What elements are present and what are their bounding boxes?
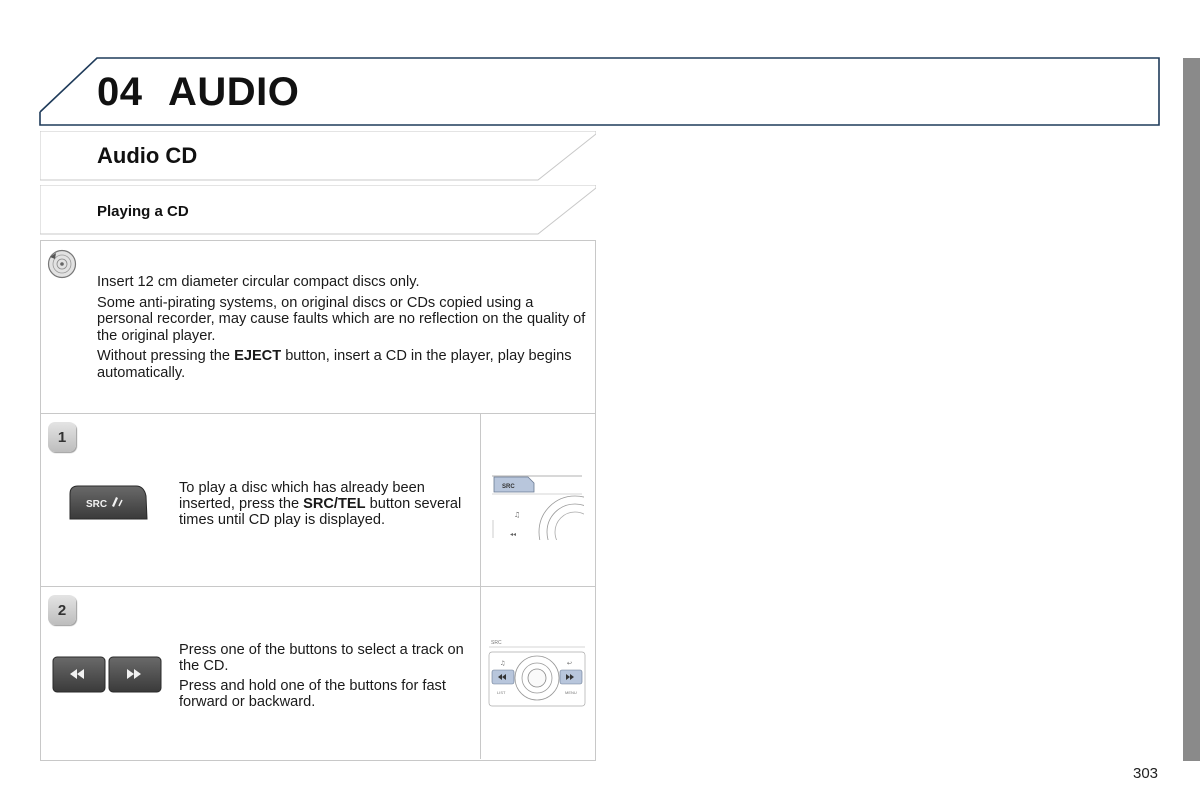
info-paragraph-1: Insert 12 cm diameter circular compact discs only. [97,274,420,290]
svg-text:LIST: LIST [497,690,506,695]
track-buttons-illustration [52,656,162,694]
subsection-title: Playing a CD [97,203,189,220]
svg-text:♫: ♫ [500,660,506,667]
step-2-divider [480,587,481,759]
step-1-badge: 1 [48,422,76,452]
svg-text:MENU: MENU [565,690,577,695]
svg-text:♫: ♫ [514,511,521,519]
page-number: 303 [1133,765,1159,782]
section-title: Audio CD [97,143,198,168]
step-2-paragraph-1: Press one of the buttons to select a track on the CD. [179,642,464,674]
step-1-panel-illustration [490,470,584,540]
svg-text:◂◂: ◂◂ [510,531,517,538]
chapter-title: AUDIO [168,70,300,114]
svg-text:SRC: SRC [491,640,502,646]
step-2-panel-illustration [487,636,587,712]
src-button-label: SRC [86,499,108,510]
svg-text:↩: ↩ [567,660,573,667]
chapter-side-tab [1183,58,1200,761]
step-2-badge: 2 [48,595,76,625]
src-tel-keyword: SRC/TEL [303,496,366,512]
step-1-text: To play a disc which has already been inserted, press the SRC/TEL button several times until CD play is displayed. [179,480,462,528]
step-2-paragraph-2: Press and hold one of the buttons for fast forward or backward. [179,678,446,710]
svg-text:SRC: SRC [502,484,515,490]
info-paragraph-3: Without pressing the EJECT button, insert a CD in the player, play begins automatically. [97,348,572,381]
eject-keyword: EJECT [234,348,282,364]
src-tel-button-illustration [68,484,148,521]
chapter-number: 04 [97,70,143,114]
step-1-divider [480,414,481,586]
cd-insert-icon [47,249,77,279]
info-paragraph-2: Some anti-pirating systems, on original discs or CDs copied using a personal recorder, may cause faults which are no reflection on the quality of the original player. [97,294,586,344]
info-text [97,274,587,385]
step-2-text [179,642,474,714]
